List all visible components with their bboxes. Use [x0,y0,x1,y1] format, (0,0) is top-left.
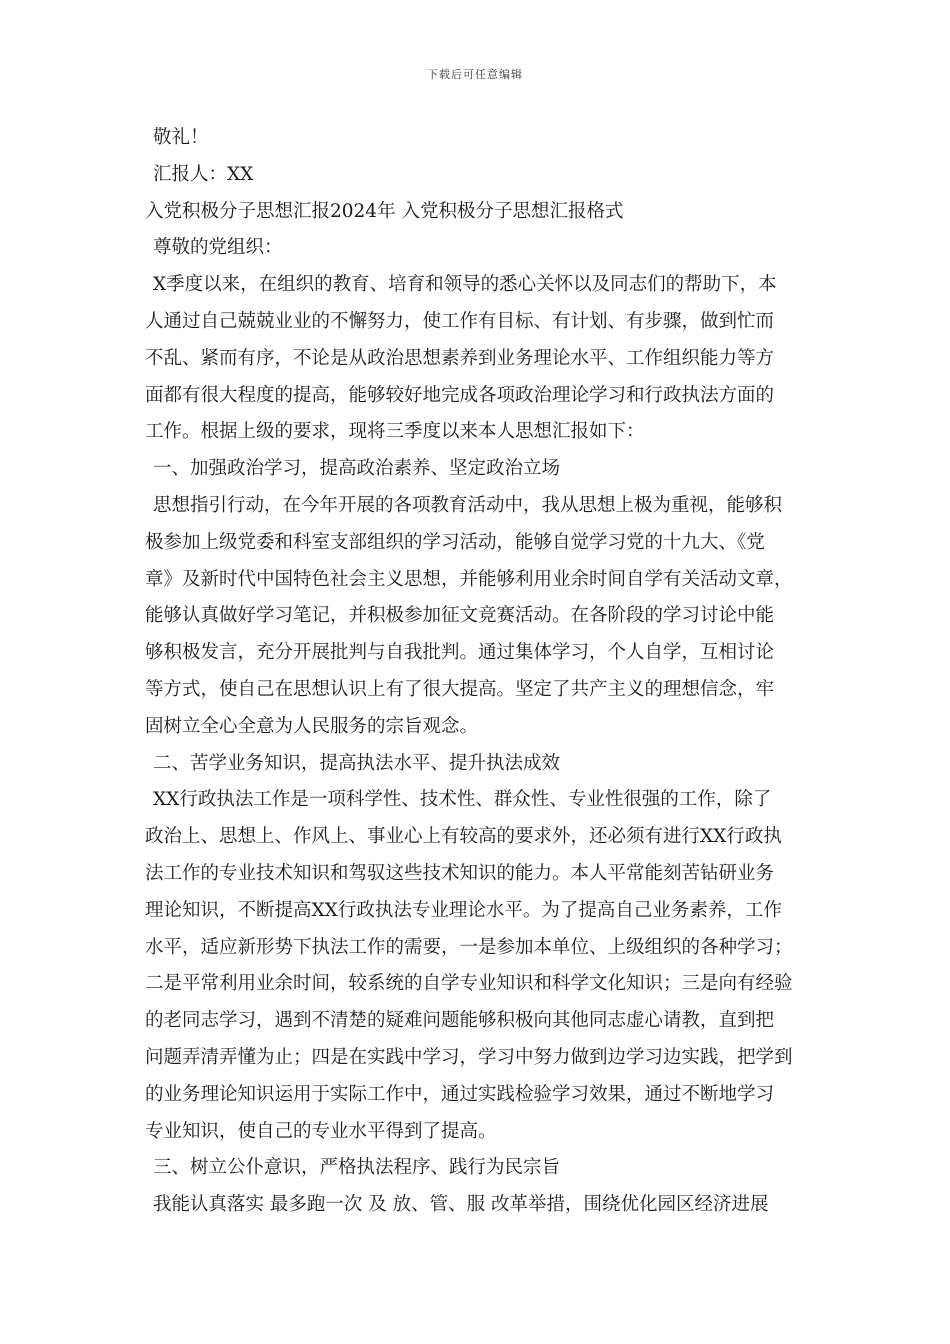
paragraph-line: 工作。根据上级的要求，现将三季度以来本人思想汇报如下： [145,421,645,443]
section-heading: 三、树立公仆意识，严格执法程序、践行为民宗旨 [153,1157,561,1179]
paragraph-line: 人通过自己兢兢业业的不懈努力，使工作有目标、有计划、有步骤，做到忙而 [145,310,775,332]
header-note: 下载后可任意编辑 [427,68,523,81]
closing-salutation: 敬礼！ [153,127,209,148]
paragraph-line: 面都有很大程度的提高，能够较好地完成各项政治理论学习和行政执法方面的 [145,384,775,406]
paragraph-line: X季度以来，在组织的教育、培育和领导的悉心关怀以及同志们的帮助下，本 [153,274,777,296]
section-heading: 二、苦学业务知识，提高执法水平、提升执法成效 [153,752,561,774]
paragraph-line: 问题弄清弄懂为止；四是在实践中学习，学习中努力做到边学习边实践，把学到 [145,1046,793,1068]
paragraph-line: 够积极发言，充分开展批判与自我批判。通过集体学习，个人自学，互相讨论 [145,642,775,664]
paragraph-line: 我能认真落实 最多跑一次 及 放、管、服 改革举措，围绕优化园区经济进展 [153,1194,769,1216]
paragraph-line: 章》及新时代中国特色社会主义思想，并能够利用业余时间自学有关活动文章， [145,568,793,590]
greeting: 尊敬的党组织： [153,237,283,259]
reporter-line: 汇报人：XX [153,163,254,185]
paragraph-line: XX行政执法工作是一项科学性、技术性、群众性、专业性很强的工作，除了 [153,789,772,811]
paragraph-line: 固树立全心全意为人民服务的宗旨观念。 [145,715,479,737]
paragraph-line: 理论知识，不断提高XX行政执法专业理论水平。为了提高自己业务素养，工作 [145,899,782,921]
paragraph-line: 不乱、紧而有序，不论是从政治思想素养到业务理论水平、工作组织能力等方 [145,347,775,369]
paragraph-line: 专业知识，使自己的专业水平得到了提高。 [145,1120,497,1142]
paragraph-line: 的老同志学习，遇到不清楚的疑难问题能够积极向其他同志虚心请教，直到把 [145,1010,775,1032]
paragraph-line: 等方式，使自己在思想认识上有了很大提高。坚定了共产主义的理想信念，牢 [145,678,775,700]
paragraph-line: 二是平常利用业余时间，较系统的自学专业知识和科学文化知识；三是向有经验 [145,973,793,995]
document-body [145,120,813,1224]
paragraph-line: 能够认真做好学习笔记，并积极参加征文竞赛活动。在各阶段的学习讨论中能 [145,605,775,627]
document-title: 入党积极分子思想汇报2024年 入党积极分子思想汇报格式 [145,200,624,222]
paragraph-line: 极参加上级党委和科室支部组织的学习活动，能够自觉学习党的十九大、《党 [145,531,765,553]
paragraph-line: 的业务理论知识运用于实际工作中，通过实践检验学习效果，通过不断地学习 [145,1083,775,1105]
paragraph-line: 政治上、思想上、作风上、事业心上有较高的要求外，还必须有进行XX行政执 [145,826,782,848]
paragraph-line: 思想指引行动，在今年开展的各项教育活动中，我从思想上极为重视，能够积 [153,494,783,516]
section-heading: 一、加强政治学习，提高政治素养、坚定政治立场 [153,458,561,480]
paragraph-line: 水平，适应新形势下执法工作的需要，一是参加本单位、上级组织的各种学习； [145,936,793,958]
paragraph-line: 法工作的专业技术知识和驾驭这些技术知识的能力。本人平常能刻苦钻研业务 [145,862,775,884]
